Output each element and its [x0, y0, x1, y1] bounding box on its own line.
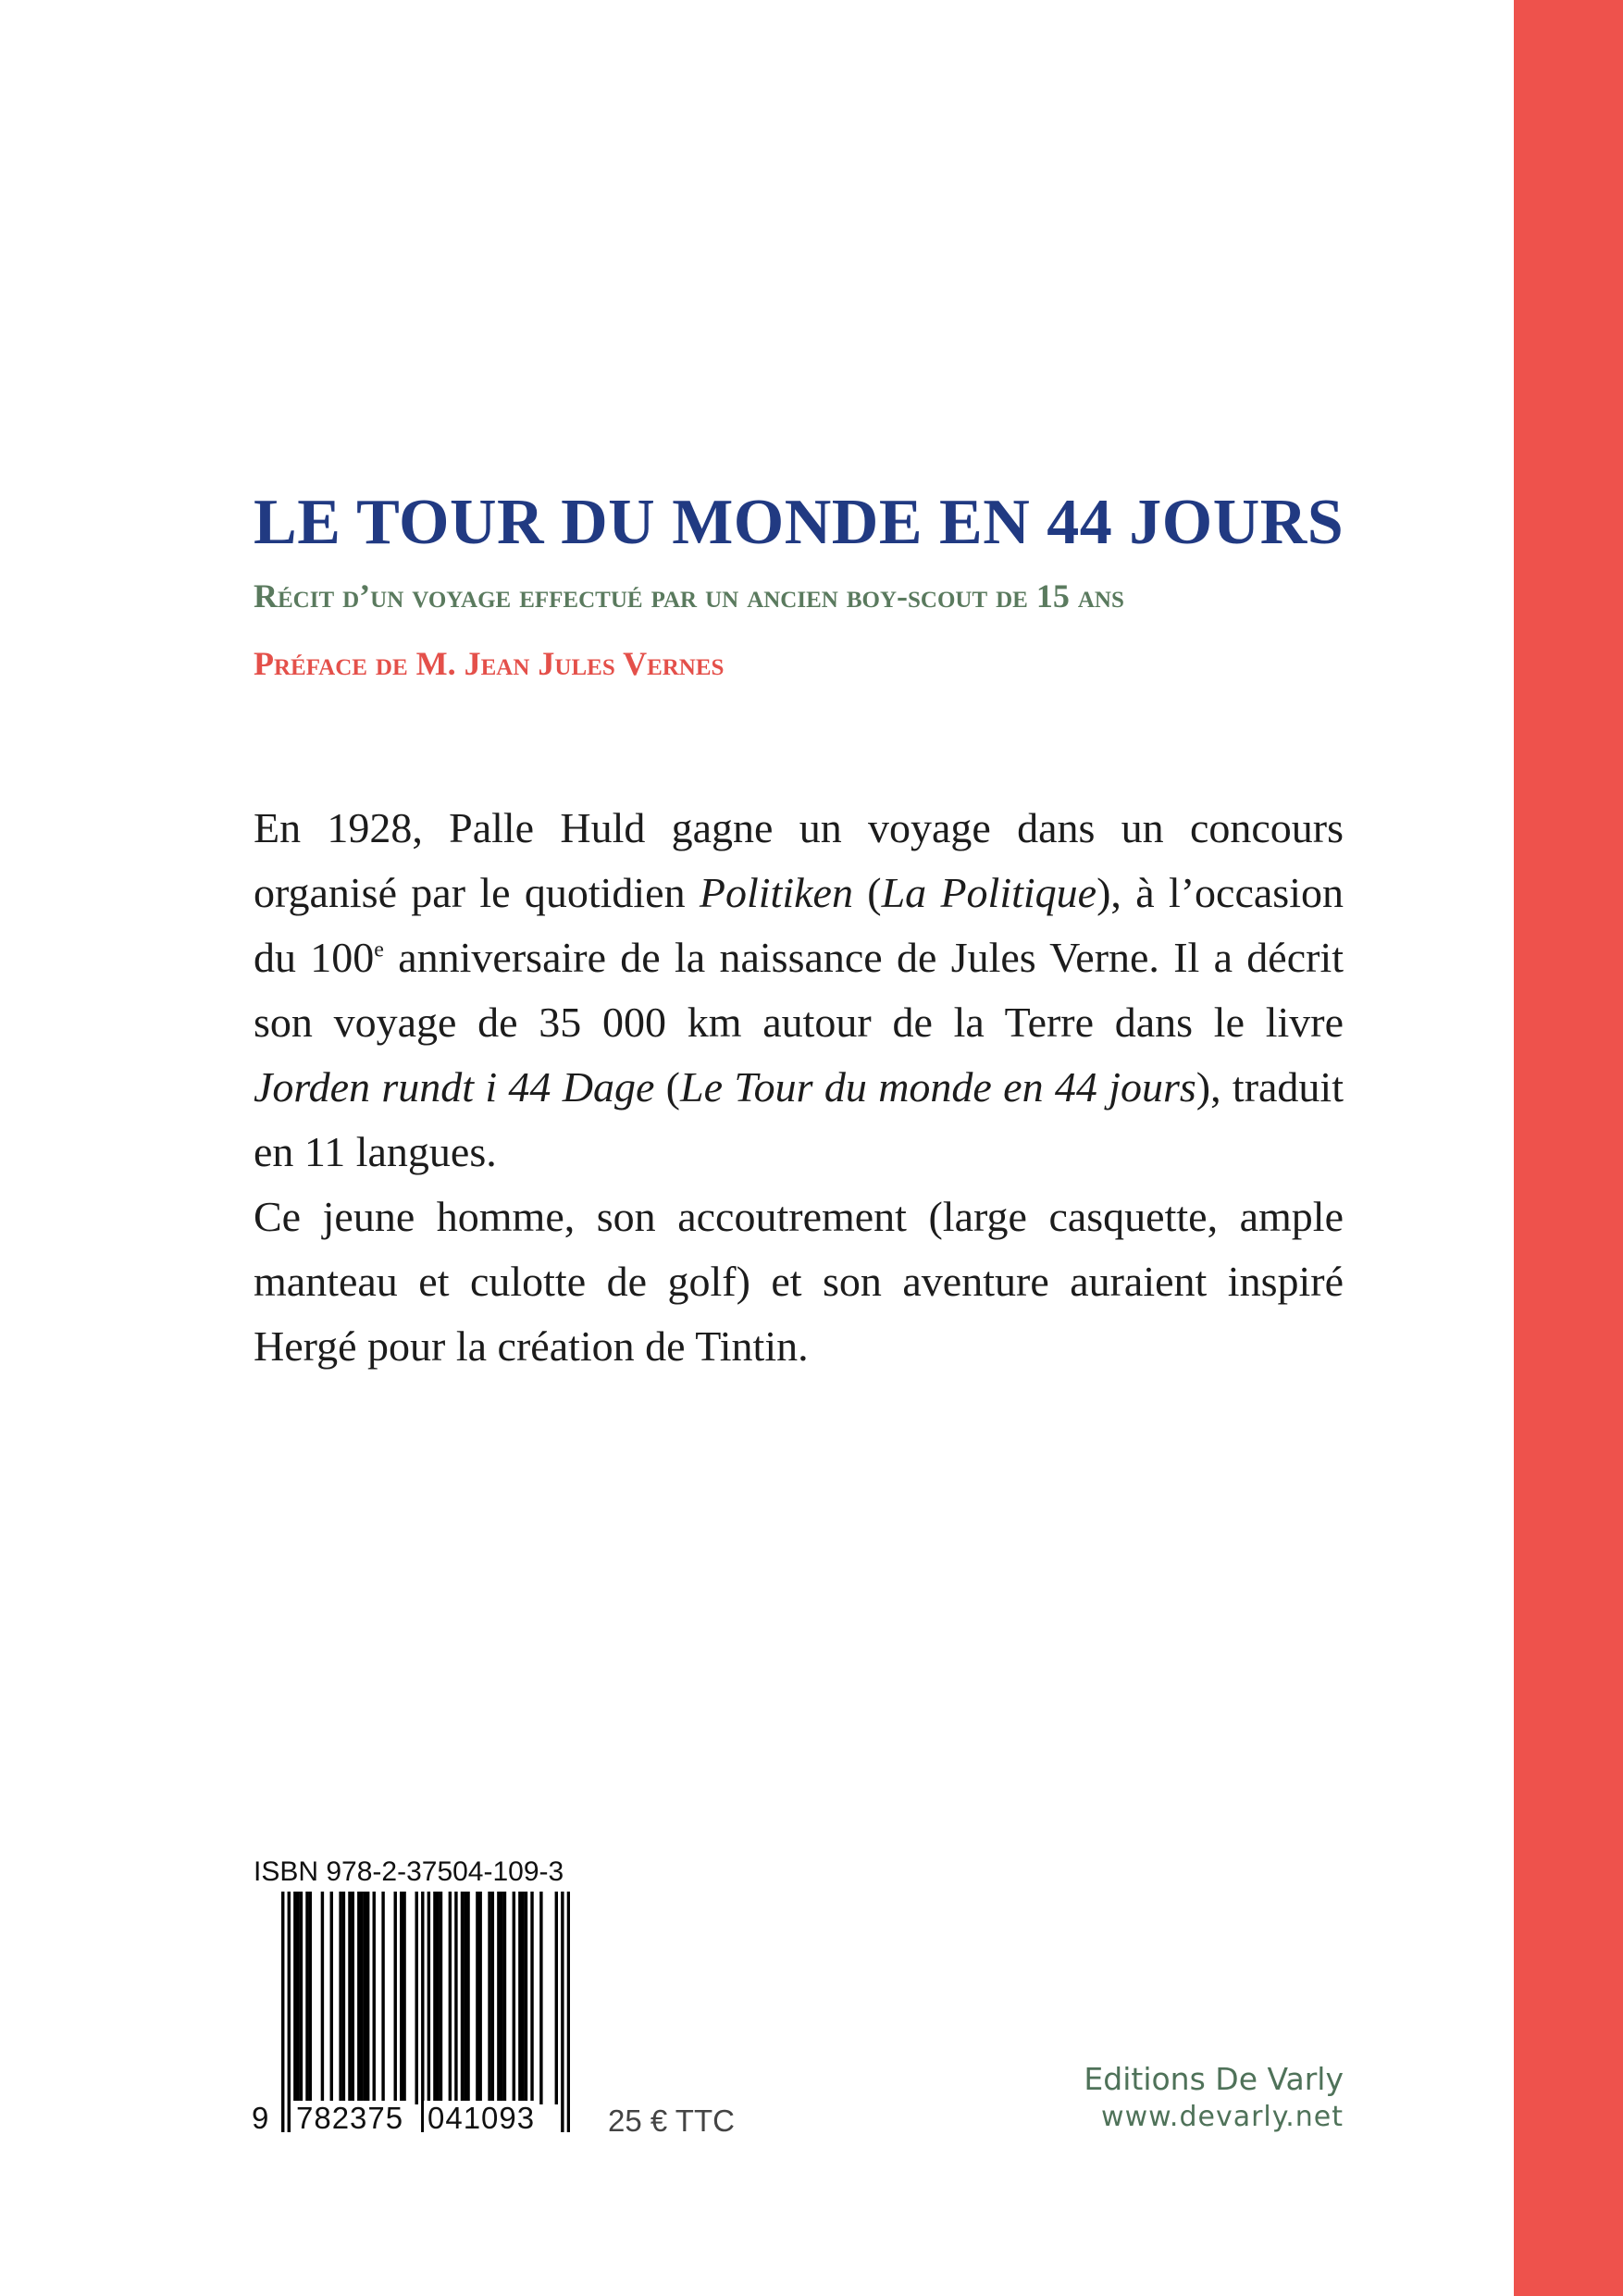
barcode-bar	[381, 1892, 384, 2104]
barcode-bar	[321, 1892, 324, 2104]
barcode-bar	[300, 1892, 303, 2104]
barcode-bar	[366, 1892, 369, 2104]
barcode-guard-bar	[281, 1892, 284, 2132]
blurb-paragraph-1: En 1928, Palle Huld gagne un voyage dans un concours organisé par le quotidien Politiken (La Politique), à l’occasion du 100e anniversaire de la naissance de Jules Verne. Il a décrit son voyage de 35 000 km autour de la Terre dans le livre Jorden rundt i 44 Dage (Le Tour du monde en 44 jours), traduit en 11 langues.	[254, 804, 1344, 1175]
book-title: LE TOUR DU MONDE EN 44 JOURS	[254, 487, 1344, 558]
barcode-bar	[539, 1892, 542, 2104]
barcode-bar	[342, 1892, 345, 2104]
barcode-bar	[555, 1892, 558, 2104]
isbn-barcode	[281, 1892, 570, 2132]
isbn-label: ISBN 978-2-37504-109-3	[254, 1856, 564, 1887]
barcode-bar	[503, 1892, 506, 2104]
barcode-bar	[454, 1892, 457, 2104]
barcode-digits	[248, 2101, 581, 2143]
publisher-name: Editions De Varly	[1084, 2061, 1344, 2097]
barcode-bar	[436, 1892, 439, 2104]
newspaper-name: Politiken	[699, 869, 853, 916]
barcode-bar	[357, 1892, 360, 2104]
barcode-bar	[309, 1892, 312, 2104]
barcode-bar	[497, 1892, 500, 2104]
barcode-bar	[296, 1892, 299, 2104]
publisher-url: www.devarly.net	[1101, 2101, 1344, 2133]
original-book-title: Jorden rundt i 44 Dage	[254, 1063, 655, 1111]
barcode-bar	[525, 1892, 527, 2104]
barcode-bar	[530, 1892, 533, 2104]
barcode-bar	[330, 1892, 333, 2104]
back-cover-blurb	[254, 796, 1344, 1379]
barcode-guard-bar	[421, 1892, 424, 2132]
barcode-bar	[339, 1892, 341, 2104]
barcode-bar	[449, 1892, 452, 2104]
barcode-bar	[476, 1892, 478, 2104]
preface-credit: Préface de M. Jean Jules Vernes	[254, 645, 725, 682]
barcode-guard-bar	[561, 1892, 564, 2132]
barcode-bar	[488, 1892, 490, 2104]
barcode-bar	[305, 1892, 308, 2104]
price-label: 25 € TTC	[608, 2104, 735, 2138]
barcode-bar	[491, 1892, 494, 2104]
barcode-bar	[521, 1892, 524, 2104]
barcode-bar	[394, 1892, 397, 2104]
barcode-bar	[500, 1892, 502, 2104]
barcode-bar	[440, 1892, 442, 2104]
barcode-right-group: 041093	[424, 2101, 539, 2136]
barcode-bar	[403, 1892, 405, 2104]
barcode-bar	[415, 1892, 418, 2104]
barcode-bar	[513, 1892, 515, 2104]
barcode-first-digit: 9	[248, 2101, 272, 2136]
barcode-bar	[518, 1892, 521, 2104]
barcode-bar	[433, 1892, 436, 2104]
barcode-bar	[352, 1892, 354, 2104]
barcode-bar	[466, 1892, 469, 2104]
spine-color-band	[1514, 0, 1623, 2296]
barcode-bar	[360, 1892, 363, 2104]
translated-book-title: Le Tour du monde en 44 jours	[680, 1063, 1196, 1111]
barcode-guard-bar	[427, 1892, 430, 2132]
newspaper-translation: La Politique	[881, 869, 1097, 916]
book-subtitle: Récit d’un voyage effectué par un ancien boy-scout de 15 ans	[254, 577, 1124, 614]
publisher-block	[1084, 2060, 1344, 2136]
barcode-bar	[364, 1892, 366, 2104]
barcode-bar	[373, 1892, 376, 2104]
barcode-bar	[293, 1892, 296, 2104]
barcode-guard-bar	[288, 1892, 291, 2132]
barcode-bar	[461, 1892, 464, 2104]
barcode-bar	[348, 1892, 351, 2104]
barcode-left-group: 782375	[292, 2101, 407, 2136]
barcode-guard-bar	[567, 1892, 570, 2132]
barcode-bar	[464, 1892, 466, 2104]
barcode-bar	[400, 1892, 403, 2104]
blurb-paragraph-2: Ce jeune homme, son accoutrement (large casquette, ample manteau et culotte de golf) et son aventure auraient inspiré Hergé pour la création de Tintin.	[254, 1193, 1344, 1370]
barcode-bar	[478, 1892, 481, 2104]
